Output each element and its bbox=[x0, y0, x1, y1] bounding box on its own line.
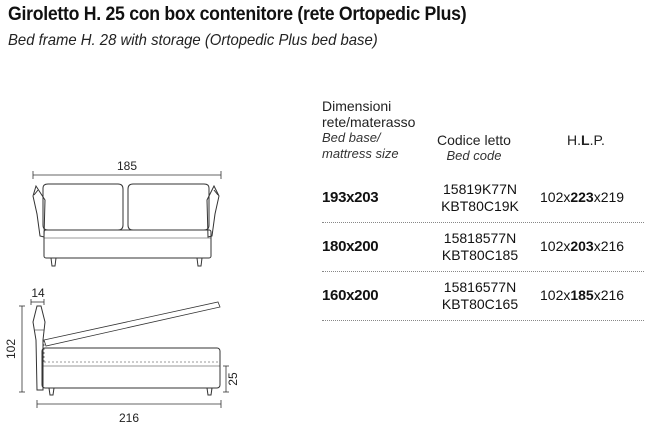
row-hlp-l: 203 bbox=[570, 238, 594, 254]
row-hlp-h: 102x bbox=[540, 287, 571, 303]
row-hlp bbox=[540, 238, 624, 254]
row-code-2: KBT80C165 bbox=[441, 296, 519, 312]
side-width-label: 216 bbox=[118, 411, 140, 425]
row-code-1: 15819K77N bbox=[443, 181, 517, 197]
row-code-1: 15816577N bbox=[443, 279, 517, 295]
header-code-it: Codice letto bbox=[437, 132, 511, 148]
row-hlp-p: x216 bbox=[593, 238, 625, 254]
table-row bbox=[322, 178, 644, 218]
row-hlp bbox=[540, 287, 624, 303]
row-hlp bbox=[540, 189, 624, 205]
header-code-en: Bed code bbox=[446, 148, 502, 163]
page-subtitle: Bed frame H. 28 with storage (Ortopedic Plus bed base) bbox=[8, 32, 378, 49]
front-width-label: 185 bbox=[116, 159, 138, 173]
row-hlp-p: x219 bbox=[593, 189, 625, 205]
frame-height-label: 25 bbox=[226, 372, 240, 386]
headboard-depth-label: 14 bbox=[31, 286, 45, 300]
header-size bbox=[322, 98, 415, 162]
row-divider bbox=[322, 320, 644, 321]
row-hlp-l: 223 bbox=[570, 189, 594, 205]
row-divider bbox=[322, 271, 644, 272]
header-size-it-2: rete/materasso bbox=[322, 114, 416, 130]
table-row bbox=[322, 227, 644, 267]
page-title: Giroletto H. 25 con box contenitore (rete Ortopedic Plus) bbox=[8, 4, 467, 25]
row-hlp-h: 102x bbox=[540, 238, 571, 254]
row-code-2: KBT80C19K bbox=[441, 198, 519, 214]
header-hlp-l: L bbox=[581, 132, 590, 148]
table-row bbox=[322, 276, 644, 316]
row-hlp-h: 102x bbox=[540, 189, 571, 205]
header-code bbox=[437, 132, 511, 164]
side-height-label: 102 bbox=[4, 338, 18, 360]
row-codes bbox=[436, 181, 524, 215]
row-codes bbox=[436, 230, 524, 264]
row-code-2: KBT80C185 bbox=[441, 247, 519, 263]
row-divider bbox=[322, 222, 644, 223]
row-size: 193x203 bbox=[322, 189, 379, 206]
side-view bbox=[19, 299, 229, 408]
header-hlp-h: H. bbox=[567, 132, 581, 148]
row-hlp-l: 185 bbox=[570, 287, 594, 303]
header-size-en-1: Bed base/ bbox=[322, 130, 381, 145]
row-code-1: 15818577N bbox=[443, 230, 517, 246]
bed-technical-drawing bbox=[0, 0, 320, 432]
front-view bbox=[33, 171, 221, 266]
header-hlp bbox=[567, 132, 605, 148]
header-hlp-p: .P. bbox=[589, 132, 605, 148]
header-size-en-2: mattress size bbox=[322, 146, 399, 161]
row-hlp-p: x216 bbox=[593, 287, 625, 303]
row-size: 160x200 bbox=[322, 287, 379, 304]
row-codes bbox=[436, 279, 524, 313]
row-size: 180x200 bbox=[322, 238, 379, 255]
header-size-it-1: Dimensioni bbox=[322, 98, 392, 114]
